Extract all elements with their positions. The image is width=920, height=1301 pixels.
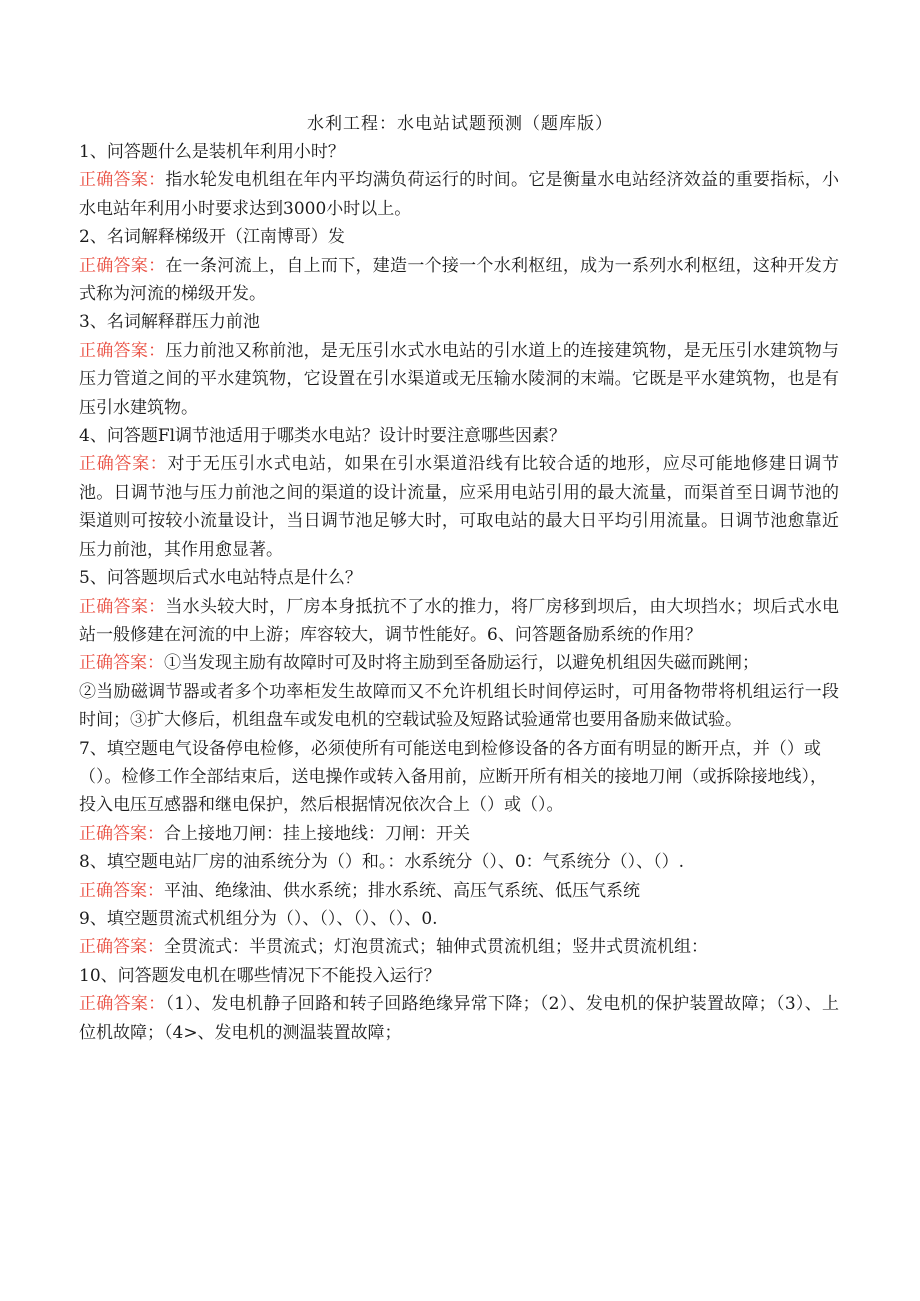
answer-text: 合上接地刀闸：挂上接地线：刀闸：开关 [164,823,470,844]
answer-10 [79,990,839,1047]
answer-4 [79,450,839,564]
question-4: 4、问答题Fl调节池适用于哪类水电站？设计时要注意哪些因素？ [79,426,567,447]
question-3: 3、名词解释群压力前池 [79,312,260,333]
answer-5 [79,593,839,650]
answer-label: 正确答案： [79,255,166,276]
answer-text: 当水头较大时，厂房本身抵抗不了水的推力，将厂房移到坝后，由大坝挡水；坝后式水电站一般修建在河流的中上游；库容较大，调节性能好。6、问答题备励系统的作用？ [79,596,840,645]
answer-8 [79,877,839,905]
answer-text: 指水轮发电机组在年内平均满负荷运行的时间。它是衡量水电站经济效益的重要指标，小水电站年利用小时要求达到3000小时以上。 [79,170,840,219]
answer-7 [79,820,839,848]
answer-label: 正确答案： [79,653,164,674]
answer-text: 平油、绝缘油、供水系统；排水系统、高压气系统、低压气系统 [164,880,640,901]
answer-text: （1）、发电机静子回路和转子回路绝缘异常下降；（2）、发电机的保护装置故障；（3）、上位机故障；（4>、发电机的测温装置故障； [79,994,840,1043]
question-2: 2、名词解释梯级开（江南博哥）发 [79,227,345,248]
answer-label: 正确答案： [79,340,166,361]
answer-9 [79,933,839,961]
answer-label: 正确答案： [79,596,166,617]
question-1: 1、问答题什么是装机年利用小时？ [79,142,345,162]
answer-label: 正确答案： [79,170,166,191]
answer-text: 在一条河流上，自上而下，建造一个接一个水利枢纽，成为一系列水利枢纽，这种开发方式称为河流的梯级开发。 [79,255,840,305]
answer-text: ①当发现主励有故障时可及时将主励到至备励运行，以避免机组因失磁而跳闸； [164,653,759,674]
qa-list [79,138,839,1047]
answer-label: 正确答案： [79,880,164,901]
answer-6 [79,649,839,677]
answer-text: 全贯流式：半贯流式；灯泡贯流式；轴伸式贯流机组；竖井式贯流机组： [164,937,708,958]
question-9: 9、填空题贯流式机组分为（）、（）、（）、（）、0. [79,908,438,929]
answer-1 [79,166,839,223]
answer-label: 正确答案： [79,994,166,1015]
answer-3 [79,337,839,422]
question-8: 8、填空题电站厂房的油系统分为（）和。：水系统分（）、0：气系统分（）、（）. [79,852,685,873]
answer-label: 正确答案： [79,937,164,958]
answer-label: 正确答案： [79,823,164,844]
answer-text: 对于无压引水式电站，如果在引水渠道沿线有比较合适的地形，应尽可能地修建日调节池。日调节池与压力前池之间的渠道的设计流量，应采用电站引用的最大流量，而渠首至日调节池的渠道则可按较小流量设计，当日调节池足够大时，可取电站的最大日平均引用流量。日调节池愈靠近压力前池，其作用愈显著。 [79,454,839,560]
answer-6-continued: ②当励磁调节器或者多个功率柜发生故障而又不允许机组长时间停运时，可用备物带将机组运行一段时间；③扩大修后，机组盘车或发电机的空载试验及短路试验通常也要用备励来做试验。 [79,681,839,731]
answer-text: 压力前池又称前池，是无压引水式水电站的引水道上的连接建筑物，是无压引水建筑物与压力管道之间的平水建筑物，它设置在引水渠道或无压输水陵洞的末端。它既是平水建筑物，也是有压引水建筑物。 [79,340,840,418]
question-5: 5、问答题坝后式水电站特点是什么？ [79,568,362,589]
question-7: 7、填空题电气设备停电检修，必须使所有可能送电到检修设备的各方面有明显的断开点，并（）或（）。检修工作全部结束后，送电操作或转入备用前，应断开所有相关的接地刀闸（或拆除接地线），投入电压互感器和继电保护，然后根据情况依次合上（）或（）。 [79,738,827,816]
answer-label: 正确答案： [79,454,168,475]
answer-2 [79,252,839,309]
question-10: 10、问答题发电机在哪些情况下不能投入运行？ [79,965,441,986]
document-title: 水利工程：水电站试题预测（题库版） [307,114,613,134]
